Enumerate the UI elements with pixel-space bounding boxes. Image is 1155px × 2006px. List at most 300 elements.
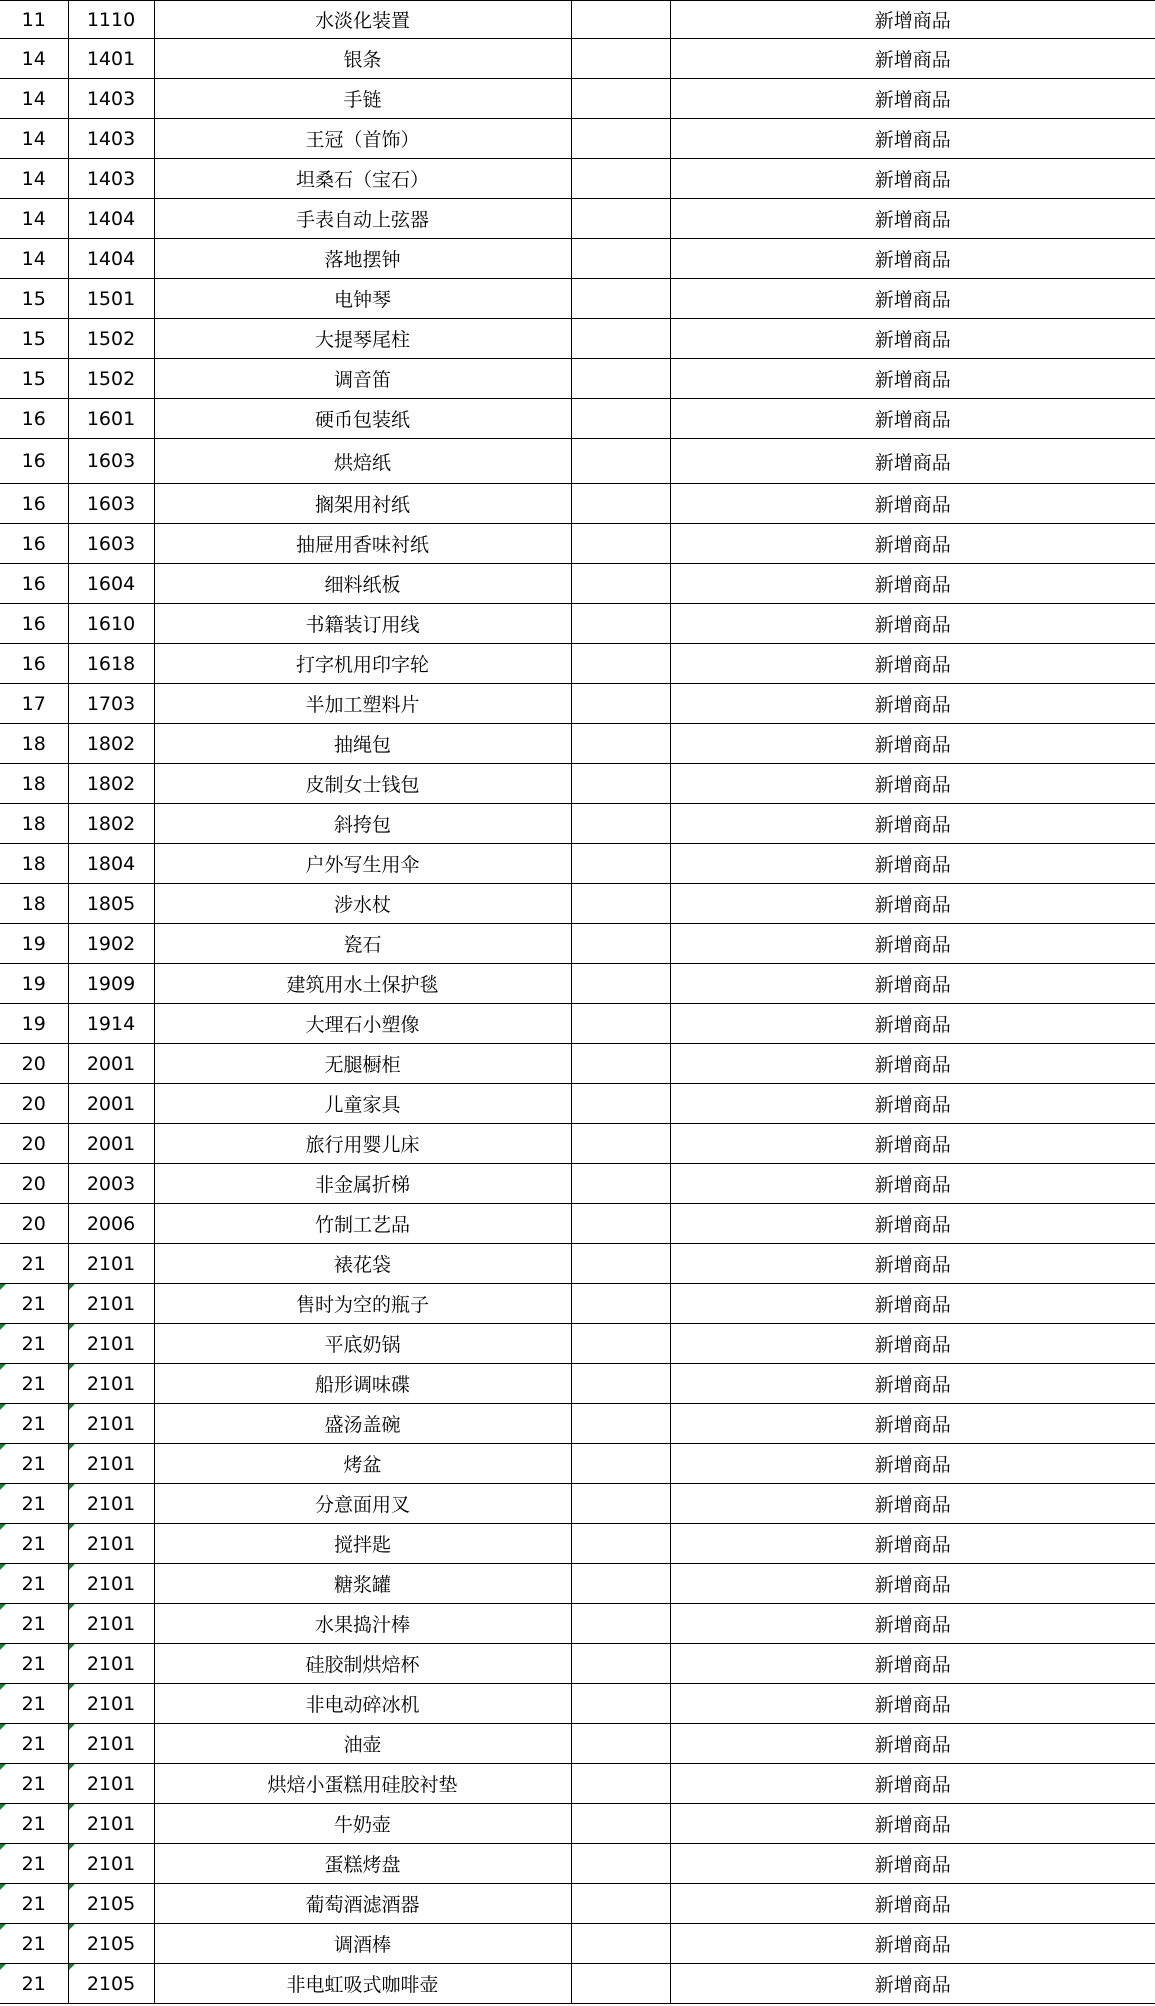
remark-cell: [571, 1284, 670, 1324]
hs-code-cell: 1403: [68, 79, 154, 119]
goods-name-cell: 油壶: [154, 1724, 571, 1764]
status-cell: 新增商品: [670, 924, 1155, 964]
chapter-cell: 15: [0, 359, 68, 399]
status-cell: 新增商品: [670, 804, 1155, 844]
status-cell: 新增商品: [670, 724, 1155, 764]
goods-name-cell: 裱花袋: [154, 1244, 571, 1284]
table-row: [0, 1324, 1155, 1364]
table-row: [0, 484, 1155, 524]
hs-code-cell: 1805: [68, 884, 154, 924]
hs-code-cell: 1404: [68, 239, 154, 279]
chapter-cell: 21: [0, 1444, 68, 1484]
table-row: [0, 1244, 1155, 1284]
chapter-cell: 16: [0, 399, 68, 439]
chapter-cell: 16: [0, 644, 68, 684]
hs-code-cell: 2101: [68, 1724, 154, 1764]
table-row: [0, 1404, 1155, 1444]
hs-code-cell: 2101: [68, 1564, 154, 1604]
chapter-cell: 21: [0, 1284, 68, 1324]
remark-cell: [571, 1604, 670, 1644]
chapter-cell: 21: [0, 1884, 68, 1924]
status-cell: 新增商品: [670, 1164, 1155, 1204]
status-cell: 新增商品: [670, 1404, 1155, 1444]
goods-table-body: [0, 1, 1155, 2004]
remark-cell: [571, 764, 670, 804]
chapter-cell: 14: [0, 159, 68, 199]
table-row: [0, 1724, 1155, 1764]
table-row: [0, 439, 1155, 484]
status-cell: 新增商品: [670, 159, 1155, 199]
status-cell: 新增商品: [670, 1444, 1155, 1484]
status-cell: 新增商品: [670, 764, 1155, 804]
table-row: [0, 1, 1155, 39]
chapter-cell: 20: [0, 1084, 68, 1124]
table-row: [0, 564, 1155, 604]
status-cell: 新增商品: [670, 1684, 1155, 1724]
remark-cell: [571, 159, 670, 199]
table-row: [0, 1044, 1155, 1084]
table-row: [0, 524, 1155, 564]
goods-name-cell: 打字机用印字轮: [154, 644, 571, 684]
remark-cell: [571, 1204, 670, 1244]
hs-code-cell: 1802: [68, 804, 154, 844]
table-row: [0, 239, 1155, 279]
table-row: [0, 1364, 1155, 1404]
hs-code-cell: 1603: [68, 524, 154, 564]
goods-name-cell: 分意面用叉: [154, 1484, 571, 1524]
chapter-cell: 19: [0, 964, 68, 1004]
chapter-cell: 21: [0, 1644, 68, 1684]
table-row: [0, 79, 1155, 119]
hs-code-cell: 2101: [68, 1324, 154, 1364]
remark-cell: [571, 1044, 670, 1084]
remark-cell: [571, 844, 670, 884]
chapter-cell: 18: [0, 724, 68, 764]
status-cell: 新增商品: [670, 884, 1155, 924]
table-row: [0, 1204, 1155, 1244]
goods-name-cell: 大提琴尾柱: [154, 319, 571, 359]
chapter-cell: 21: [0, 1764, 68, 1804]
chapter-cell: 11: [0, 1, 68, 39]
status-cell: 新增商品: [670, 1284, 1155, 1324]
table-row: [0, 964, 1155, 1004]
hs-code-cell: 1604: [68, 564, 154, 604]
chapter-cell: 21: [0, 1924, 68, 1964]
table-row: [0, 1164, 1155, 1204]
remark-cell: [571, 1404, 670, 1444]
remark-cell: [571, 1644, 670, 1684]
remark-cell: [571, 1884, 670, 1924]
table-row: [0, 844, 1155, 884]
table-row: [0, 1484, 1155, 1524]
goods-name-cell: 无腿橱柜: [154, 1044, 571, 1084]
goods-name-cell: 旅行用婴儿床: [154, 1124, 571, 1164]
status-cell: 新增商品: [670, 564, 1155, 604]
goods-name-cell: 瓷石: [154, 924, 571, 964]
status-cell: 新增商品: [670, 604, 1155, 644]
hs-code-cell: 1902: [68, 924, 154, 964]
hs-code-cell: 2101: [68, 1364, 154, 1404]
hs-code-cell: 1110: [68, 1, 154, 39]
remark-cell: [571, 1484, 670, 1524]
goods-name-cell: 皮制女士钱包: [154, 764, 571, 804]
goods-name-cell: 非金属折梯: [154, 1164, 571, 1204]
hs-code-cell: 2101: [68, 1444, 154, 1484]
hs-code-cell: 1502: [68, 359, 154, 399]
hs-code-cell: 1601: [68, 399, 154, 439]
table-row: [0, 1844, 1155, 1884]
hs-code-cell: 1909: [68, 964, 154, 1004]
goods-name-cell: 电钟琴: [154, 279, 571, 319]
chapter-cell: 21: [0, 1524, 68, 1564]
table-row: [0, 924, 1155, 964]
table-row: [0, 1644, 1155, 1684]
goods-name-cell: 调酒棒: [154, 1924, 571, 1964]
hs-code-cell: 1501: [68, 279, 154, 319]
remark-cell: [571, 119, 670, 159]
chapter-cell: 21: [0, 1604, 68, 1644]
goods-name-cell: 调音笛: [154, 359, 571, 399]
table-row: [0, 644, 1155, 684]
remark-cell: [571, 199, 670, 239]
chapter-cell: 21: [0, 1484, 68, 1524]
table-row: [0, 1084, 1155, 1124]
status-cell: 新增商品: [670, 1044, 1155, 1084]
goods-name-cell: 抽屉用香味衬纸: [154, 524, 571, 564]
status-cell: 新增商品: [670, 1364, 1155, 1404]
remark-cell: [571, 884, 670, 924]
status-cell: 新增商品: [670, 399, 1155, 439]
table-row: [0, 1284, 1155, 1324]
status-cell: 新增商品: [670, 1564, 1155, 1604]
chapter-cell: 21: [0, 1404, 68, 1444]
chapter-cell: 14: [0, 79, 68, 119]
table-row: [0, 724, 1155, 764]
goods-name-cell: 水淡化装置: [154, 1, 571, 39]
status-cell: 新增商品: [670, 1524, 1155, 1564]
remark-cell: [571, 1124, 670, 1164]
hs-code-cell: 1403: [68, 159, 154, 199]
chapter-cell: 18: [0, 844, 68, 884]
goods-name-cell: 坦桑石（宝石）: [154, 159, 571, 199]
table-row: [0, 1964, 1155, 2004]
hs-code-cell: 2001: [68, 1124, 154, 1164]
table-row: [0, 1444, 1155, 1484]
chapter-cell: 21: [0, 1324, 68, 1364]
chapter-cell: 20: [0, 1124, 68, 1164]
table-row: [0, 764, 1155, 804]
remark-cell: [571, 1, 670, 39]
goods-name-cell: 牛奶壶: [154, 1804, 571, 1844]
status-cell: 新增商品: [670, 1484, 1155, 1524]
table-row: [0, 1924, 1155, 1964]
chapter-cell: 19: [0, 924, 68, 964]
chapter-cell: 20: [0, 1204, 68, 1244]
status-cell: 新增商品: [670, 1924, 1155, 1964]
chapter-cell: 14: [0, 39, 68, 79]
hs-code-cell: 2105: [68, 1924, 154, 1964]
remark-cell: [571, 604, 670, 644]
status-cell: 新增商品: [670, 1244, 1155, 1284]
goods-name-cell: 抽绳包: [154, 724, 571, 764]
hs-code-cell: 1804: [68, 844, 154, 884]
remark-cell: [571, 1844, 670, 1884]
status-cell: 新增商品: [670, 1804, 1155, 1844]
table-row: [0, 1564, 1155, 1604]
goods-name-cell: 非电虹吸式咖啡壶: [154, 1964, 571, 2004]
hs-code-cell: 2101: [68, 1524, 154, 1564]
hs-code-cell: 2101: [68, 1804, 154, 1844]
remark-cell: [571, 1724, 670, 1764]
goods-name-cell: 涉水杖: [154, 884, 571, 924]
remark-cell: [571, 564, 670, 604]
status-cell: 新增商品: [670, 279, 1155, 319]
goods-name-cell: 斜挎包: [154, 804, 571, 844]
status-cell: 新增商品: [670, 439, 1155, 484]
remark-cell: [571, 724, 670, 764]
remark-cell: [571, 1564, 670, 1604]
goods-name-cell: 盛汤盖碗: [154, 1404, 571, 1444]
status-cell: 新增商品: [670, 239, 1155, 279]
remark-cell: [571, 924, 670, 964]
table-row: [0, 604, 1155, 644]
goods-name-cell: 水果捣汁棒: [154, 1604, 571, 1644]
table-row: [0, 684, 1155, 724]
goods-name-cell: 船形调味碟: [154, 1364, 571, 1404]
goods-name-cell: 非电动碎冰机: [154, 1684, 571, 1724]
remark-cell: [571, 1244, 670, 1284]
table-row: [0, 1004, 1155, 1044]
hs-code-cell: 2101: [68, 1604, 154, 1644]
remark-cell: [571, 1324, 670, 1364]
remark-cell: [571, 484, 670, 524]
goods-name-cell: 细料纸板: [154, 564, 571, 604]
remark-cell: [571, 684, 670, 724]
remark-cell: [571, 239, 670, 279]
goods-name-cell: 烘焙小蛋糕用硅胶衬垫: [154, 1764, 571, 1804]
status-cell: 新增商品: [670, 1124, 1155, 1164]
goods-name-cell: 银条: [154, 39, 571, 79]
status-cell: 新增商品: [670, 319, 1155, 359]
status-cell: 新增商品: [670, 199, 1155, 239]
remark-cell: [571, 1924, 670, 1964]
goods-name-cell: 烘焙纸: [154, 439, 571, 484]
goods-name-cell: 搁架用衬纸: [154, 484, 571, 524]
remark-cell: [571, 804, 670, 844]
status-cell: 新增商品: [670, 1724, 1155, 1764]
goods-name-cell: 平底奶锅: [154, 1324, 571, 1364]
table-row: [0, 1604, 1155, 1644]
status-cell: 新增商品: [670, 1, 1155, 39]
chapter-cell: 16: [0, 604, 68, 644]
table-row: [0, 1804, 1155, 1844]
status-cell: 新增商品: [670, 484, 1155, 524]
goods-name-cell: 竹制工艺品: [154, 1204, 571, 1244]
table-row: [0, 1124, 1155, 1164]
status-cell: 新增商品: [670, 1844, 1155, 1884]
goods-name-cell: 手表自动上弦器: [154, 199, 571, 239]
chapter-cell: 21: [0, 1684, 68, 1724]
goods-name-cell: 大理石小塑像: [154, 1004, 571, 1044]
remark-cell: [571, 1964, 670, 2004]
status-cell: 新增商品: [670, 39, 1155, 79]
table-row: [0, 804, 1155, 844]
status-cell: 新增商品: [670, 1884, 1155, 1924]
remark-cell: [571, 279, 670, 319]
chapter-cell: 21: [0, 1364, 68, 1404]
hs-code-cell: 2001: [68, 1044, 154, 1084]
hs-code-cell: 1610: [68, 604, 154, 644]
remark-cell: [571, 1804, 670, 1844]
hs-code-cell: 2101: [68, 1844, 154, 1884]
hs-code-cell: 1603: [68, 439, 154, 484]
chapter-cell: 19: [0, 1004, 68, 1044]
table-row: [0, 884, 1155, 924]
remark-cell: [571, 644, 670, 684]
goods-name-cell: 户外写生用伞: [154, 844, 571, 884]
table-row: [0, 119, 1155, 159]
status-cell: 新增商品: [670, 1604, 1155, 1644]
hs-code-cell: 2101: [68, 1764, 154, 1804]
chapter-cell: 16: [0, 439, 68, 484]
status-cell: 新增商品: [670, 964, 1155, 1004]
goods-name-cell: 手链: [154, 79, 571, 119]
hs-code-cell: 1703: [68, 684, 154, 724]
status-cell: 新增商品: [670, 119, 1155, 159]
chapter-cell: 21: [0, 1804, 68, 1844]
chapter-cell: 21: [0, 1844, 68, 1884]
hs-code-cell: 2101: [68, 1644, 154, 1684]
chapter-cell: 15: [0, 319, 68, 359]
hs-code-cell: 2101: [68, 1684, 154, 1724]
goods-name-cell: 硬币包装纸: [154, 399, 571, 439]
chapter-cell: 16: [0, 564, 68, 604]
hs-code-cell: 1802: [68, 724, 154, 764]
hs-code-cell: 1502: [68, 319, 154, 359]
goods-name-cell: 糖浆罐: [154, 1564, 571, 1604]
table-row: [0, 39, 1155, 79]
table-row: [0, 1684, 1155, 1724]
hs-code-cell: 2001: [68, 1084, 154, 1124]
remark-cell: [571, 39, 670, 79]
goods-name-cell: 书籍装订用线: [154, 604, 571, 644]
chapter-cell: 20: [0, 1164, 68, 1204]
chapter-cell: 18: [0, 804, 68, 844]
chapter-cell: 14: [0, 119, 68, 159]
remark-cell: [571, 1524, 670, 1564]
hs-code-cell: 1603: [68, 484, 154, 524]
goods-name-cell: 建筑用水土保护毯: [154, 964, 571, 1004]
status-cell: 新增商品: [670, 1204, 1155, 1244]
status-cell: 新增商品: [670, 359, 1155, 399]
hs-code-cell: 2101: [68, 1244, 154, 1284]
chapter-cell: 16: [0, 524, 68, 564]
hs-code-cell: 2101: [68, 1484, 154, 1524]
chapter-cell: 21: [0, 1244, 68, 1284]
table-row: [0, 359, 1155, 399]
chapter-cell: 20: [0, 1044, 68, 1084]
remark-cell: [571, 399, 670, 439]
table-row: [0, 159, 1155, 199]
remark-cell: [571, 319, 670, 359]
chapter-cell: 21: [0, 1564, 68, 1604]
remark-cell: [571, 79, 670, 119]
chapter-cell: 16: [0, 484, 68, 524]
hs-code-cell: 1403: [68, 119, 154, 159]
remark-cell: [571, 1764, 670, 1804]
remark-cell: [571, 1684, 670, 1724]
status-cell: 新增商品: [670, 844, 1155, 884]
remark-cell: [571, 439, 670, 484]
goods-name-cell: 半加工塑料片: [154, 684, 571, 724]
remark-cell: [571, 964, 670, 1004]
hs-code-cell: 1618: [68, 644, 154, 684]
goods-name-cell: 烤盆: [154, 1444, 571, 1484]
chapter-cell: 21: [0, 1964, 68, 2004]
remark-cell: [571, 359, 670, 399]
hs-code-cell: 2006: [68, 1204, 154, 1244]
chapter-cell: 17: [0, 684, 68, 724]
table-row: [0, 1524, 1155, 1564]
goods-name-cell: 搅拌匙: [154, 1524, 571, 1564]
hs-code-cell: 1401: [68, 39, 154, 79]
status-cell: 新增商品: [670, 1324, 1155, 1364]
remark-cell: [571, 1164, 670, 1204]
goods-name-cell: 葡萄酒滤酒器: [154, 1884, 571, 1924]
hs-code-cell: 1914: [68, 1004, 154, 1044]
chapter-cell: 18: [0, 764, 68, 804]
status-cell: 新增商品: [670, 684, 1155, 724]
goods-name-cell: 蛋糕烤盘: [154, 1844, 571, 1884]
goods-name-cell: 售时为空的瓶子: [154, 1284, 571, 1324]
goods-name-cell: 王冠（首饰）: [154, 119, 571, 159]
chapter-cell: 21: [0, 1724, 68, 1764]
hs-code-cell: 2003: [68, 1164, 154, 1204]
table-row: [0, 399, 1155, 439]
status-cell: 新增商品: [670, 1084, 1155, 1124]
remark-cell: [571, 524, 670, 564]
hs-code-cell: 1404: [68, 199, 154, 239]
status-cell: 新增商品: [670, 1004, 1155, 1044]
status-cell: 新增商品: [670, 79, 1155, 119]
status-cell: 新增商品: [670, 1764, 1155, 1804]
remark-cell: [571, 1084, 670, 1124]
chapter-cell: 14: [0, 239, 68, 279]
hs-code-cell: 2105: [68, 1884, 154, 1924]
goods-name-cell: 儿童家具: [154, 1084, 571, 1124]
remark-cell: [571, 1004, 670, 1044]
chapter-cell: 18: [0, 884, 68, 924]
hs-code-cell: 2101: [68, 1404, 154, 1444]
status-cell: 新增商品: [670, 524, 1155, 564]
goods-name-cell: 硅胶制烘焙杯: [154, 1644, 571, 1684]
status-cell: 新增商品: [670, 644, 1155, 684]
chapter-cell: 14: [0, 199, 68, 239]
table-row: [0, 199, 1155, 239]
table-row: [0, 1764, 1155, 1804]
hs-code-cell: 2105: [68, 1964, 154, 2004]
hs-code-cell: 1802: [68, 764, 154, 804]
table-row: [0, 1884, 1155, 1924]
remark-cell: [571, 1364, 670, 1404]
chapter-cell: 15: [0, 279, 68, 319]
remark-cell: [571, 1444, 670, 1484]
hs-code-cell: 2101: [68, 1284, 154, 1324]
status-cell: 新增商品: [670, 1964, 1155, 2004]
table-row: [0, 319, 1155, 359]
status-cell: 新增商品: [670, 1644, 1155, 1684]
table-row: [0, 279, 1155, 319]
